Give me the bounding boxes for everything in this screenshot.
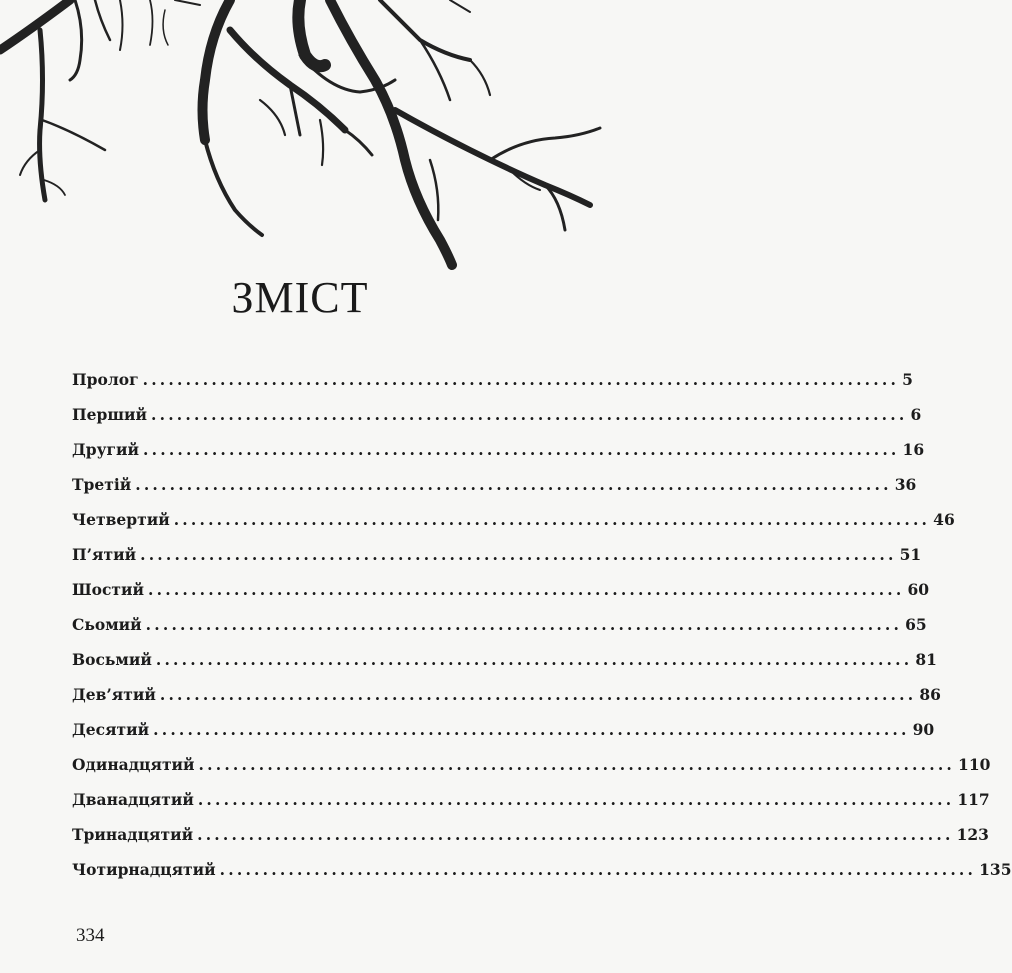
dot-leader: ........................................................................................: [148, 580, 905, 599]
dot-leader: ........................................................................................: [219, 860, 977, 879]
toc-entry-title: П’ятий: [72, 545, 137, 564]
toc-entry-page: 5: [902, 370, 913, 389]
toc-entry: [72, 580, 930, 604]
toc-entry: [72, 720, 935, 744]
toc-entry: [72, 825, 989, 849]
dot-leader: ........................................................................................: [143, 440, 900, 459]
toc-entry: [72, 650, 937, 674]
toc-entry-page: 46: [933, 510, 955, 529]
toc-entry-page: 117: [957, 790, 990, 809]
toc-entry-title: Третій: [72, 475, 132, 494]
toc-entry-page: 110: [958, 755, 991, 774]
dot-leader: ........................................................................................: [142, 370, 900, 389]
toc-entry: [72, 405, 922, 429]
toc-entry-title: Тринадцятий: [72, 825, 194, 844]
dot-leader: ........................................................................................: [197, 825, 954, 844]
toc-entry-title: Четвертий: [72, 510, 170, 529]
dot-leader: ........................................................................................: [140, 545, 897, 564]
toc-entry-page: 65: [905, 615, 927, 634]
dot-leader: ........................................................................................: [155, 650, 913, 669]
toc-entry-title: Перший: [72, 405, 147, 424]
toc-entry: [72, 685, 941, 709]
toc-entry-title: Сьомий: [72, 615, 142, 634]
toc-entry: [72, 545, 922, 569]
toc-entry-page: 81: [915, 650, 937, 669]
toc-entry: [72, 860, 1012, 884]
toc-entry-title: Одинадцятий: [72, 755, 195, 774]
toc-entry: [72, 615, 927, 639]
toc-entry-page: 36: [894, 475, 917, 494]
dot-leader: ........................................................................................: [145, 615, 903, 634]
toc-entry: [72, 370, 913, 394]
toc-entry-page: 60: [907, 580, 930, 599]
toc-entry-title: Восьмий: [72, 650, 152, 669]
dot-leader: ........................................................................................: [135, 475, 892, 494]
toc-entry-title: Чотирнадцятий: [72, 860, 216, 879]
dot-leader: ........................................................................................: [159, 685, 917, 704]
dot-leader: ........................................................................................: [151, 405, 908, 424]
dot-leader: ........................................................................................: [153, 720, 910, 739]
toc-entry-page: 16: [902, 440, 925, 459]
page-number: 334: [76, 925, 105, 946]
dot-leader: ........................................................................................: [197, 790, 955, 809]
toc-entry-title: Дванадцятий: [72, 790, 194, 809]
toc-entry-page: 135: [979, 860, 1012, 879]
toc-entry-title: Пролог: [72, 370, 139, 389]
toc-entry-page: 90: [912, 720, 935, 739]
toc-entry: [72, 790, 990, 814]
toc-entry-title: Шостий: [72, 580, 145, 599]
toc-entry-page: 6: [910, 405, 922, 424]
toc-entry-page: 123: [956, 825, 989, 844]
page-title: ЗМІСТ: [231, 273, 369, 322]
dot-leader: ........................................................................................: [198, 755, 956, 774]
toc-entry-title: Дев’ятий: [72, 685, 156, 704]
toc-entry-page: 51: [899, 545, 922, 564]
toc-entry: [72, 475, 917, 499]
toc-entry: [72, 755, 991, 779]
toc-entry: [72, 440, 925, 464]
toc-entry-title: Другий: [72, 440, 140, 459]
toc-entry-title: Десятий: [72, 720, 150, 739]
toc-entry-page: 86: [919, 685, 941, 704]
dot-leader: ........................................................................................: [173, 510, 931, 529]
toc-entry: [72, 510, 955, 534]
tree-branches-illustration: [0, 0, 600, 275]
